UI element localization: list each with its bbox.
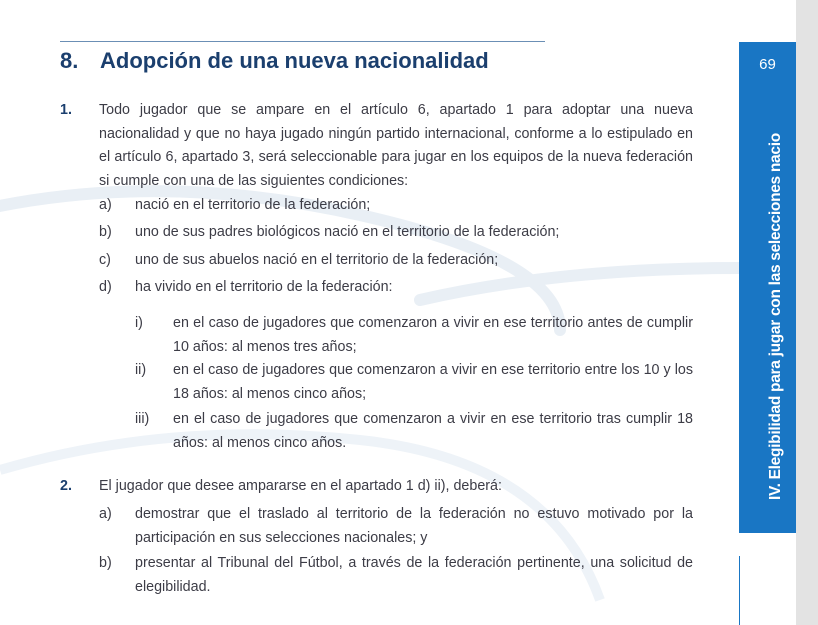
list-item: ha vivido en el territorio de la federación: (135, 279, 393, 295)
list-marker: a) (99, 506, 112, 522)
list-item: uno de sus padres biológicos nació en el territorio de la federación; (135, 224, 560, 240)
sublist-marker: iii) (135, 411, 150, 427)
page-edge-strip (796, 0, 818, 625)
sublist-marker: ii) (135, 362, 147, 378)
chapter-title: IV. Elegibilidad para jugar con las selecciones nacio (767, 133, 784, 500)
chapter-tab (739, 42, 796, 533)
list-marker: b) (99, 555, 112, 571)
list-marker: b) (99, 224, 112, 240)
section-title: Adopción de una nueva nacionalidad (100, 48, 489, 73)
list-item: presentar al Tribunal del Fútbol, a través de la federación pertinente, una solicitud de elegibilidad. (135, 555, 693, 595)
list-item: uno de sus abuelos nació en el territorio de la federación; (135, 252, 499, 268)
sublist-marker: i) (135, 315, 143, 331)
list-marker: c) (99, 252, 111, 268)
item-paragraph: Todo jugador que se ampare en el artículo 6, apartado 1 para adoptar una nueva nacionalidad y que no haya jugado ningún partido internacional, conforme a lo estipulado en el artículo 6, apartado 3, será seleccionable para jugar en los equipos de la nueva federación si cumple con una de las siguientes condiciones: (99, 102, 693, 189)
sublist-item: en el caso de jugadores que comenzaron a vivir en ese territorio antes de cumplir 10 años: al menos tres años; (173, 315, 693, 355)
list-marker: d) (99, 279, 112, 295)
item-number: 1. (60, 102, 72, 118)
section-number: 8. (60, 48, 79, 73)
list-marker: a) (99, 197, 112, 213)
item-number: 2. (60, 478, 72, 494)
item-paragraph: El jugador que desee ampararse en el apartado 1 d) ii), deberá: (99, 478, 502, 494)
sublist-item: en el caso de jugadores que comenzaron a vivir en ese territorio entre los 10 y los 18 años: al menos cinco años; (173, 362, 693, 402)
list-item: demostrar que el traslado al territorio de la federación no estuvo motivado por la participación en sus selecciones nacionales; y (135, 506, 693, 546)
section-heading (60, 48, 489, 74)
sublist-item: en el caso de jugadores que comenzaron a vivir en ese territorio tras cumplir 18 años: al menos cinco años. (173, 411, 693, 451)
list-item: nació en el territorio de la federación; (135, 197, 371, 213)
heading-rule (60, 41, 545, 42)
page-number: 69 (759, 56, 776, 73)
